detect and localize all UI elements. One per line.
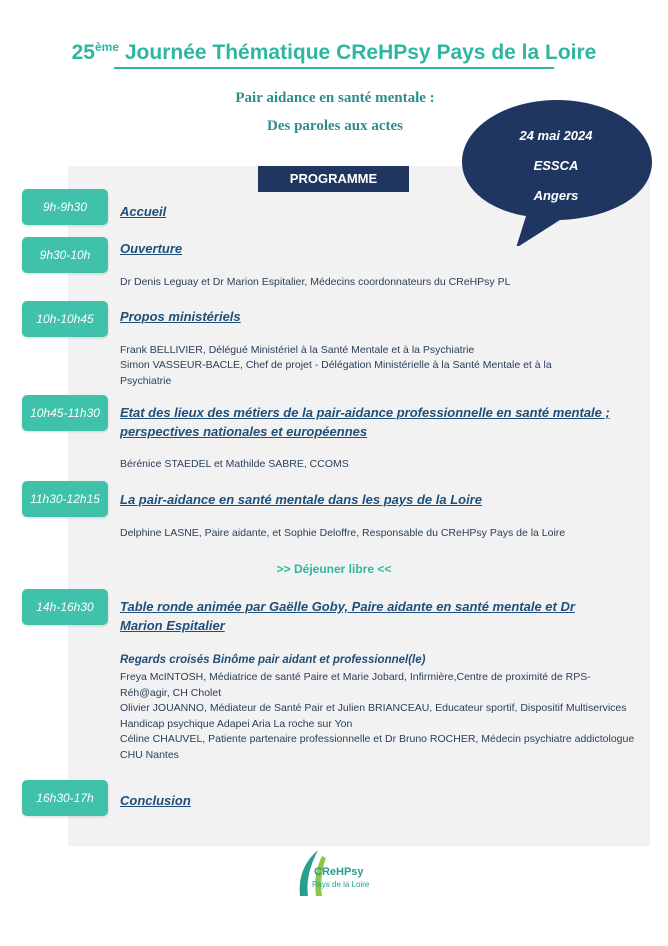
programme-banner: PROGRAMME bbox=[258, 166, 409, 192]
time-badge: 16h30-17h bbox=[22, 780, 108, 816]
speaker-line: Dr Denis Leguay et Dr Marion Espitalier, Médecins coordonnateurs du CReHPsy PL bbox=[120, 276, 511, 288]
event-date: 24 mai 2024 bbox=[519, 128, 593, 143]
event-city: Angers bbox=[533, 188, 579, 203]
time-badge: 10h-10h45 bbox=[22, 301, 108, 337]
time-badge: 14h-16h30 bbox=[22, 589, 108, 625]
speaker-line: Bérénice STAEDEL et Mathilde SABRE, CCOMS bbox=[120, 458, 349, 470]
time-badge: 11h30-12h15 bbox=[22, 481, 108, 517]
round-table-subheading: Regards croisés Binôme pair aidant et professionnel(le) bbox=[120, 654, 426, 666]
title-underline bbox=[114, 67, 554, 69]
subtitle-line-2: Des paroles aux actes bbox=[267, 118, 403, 134]
session-title: La pair-aidance en santé mentale dans les pays de la Loire bbox=[120, 492, 482, 507]
lunch-break: >> Déjeuner libre << bbox=[276, 562, 392, 576]
event-venue: ESSCA bbox=[533, 158, 579, 173]
session-title: Conclusion bbox=[120, 793, 191, 808]
speaker-line: Freya McINTOSH, Médiatrice de santé Paire et Marie Jobard, Infirmière,Centre de proximité de RPS-Réh@agir, CH Cholet bbox=[120, 671, 591, 699]
session-title: Propos ministériels bbox=[120, 309, 241, 324]
speaker-line: Frank BELLIVIER, Délégué Ministériel à la Santé Mentale et à la Psychiatrie bbox=[120, 344, 475, 356]
logo-name: CReHPsy bbox=[314, 866, 364, 878]
session-title: Ouverture bbox=[120, 241, 183, 256]
session-title: Accueil bbox=[120, 204, 167, 219]
speaker-line: Delphine LASNE, Paire aidante, et Sophie Deloffre, Responsable du CReHPsy Pays de la Loire bbox=[120, 527, 566, 539]
session-title: Table ronde animée par Gaëlle Goby, Paire aidante en santé mentale et Dr Marion Espitalier bbox=[120, 599, 575, 633]
edition-number: 25 bbox=[71, 41, 95, 64]
time-badge: 9h30-10h bbox=[22, 237, 108, 273]
edition-ordinal: ème bbox=[94, 40, 120, 54]
speaker-line: Céline CHAUVEL, Patiente partenaire professionnelle et Dr Bruno ROCHER, Médecin psychiatre addictologue CHU Nantes bbox=[120, 733, 635, 761]
time-badge: 10h45-11h30 bbox=[22, 395, 108, 431]
speaker-line: Simon VASSEUR-BACLE, Chef de projet - Délégation Ministérielle à la Santé Mentale et à la Psychiatrie bbox=[120, 359, 552, 387]
logo-region: Pays de la Loire bbox=[312, 880, 370, 889]
subtitle-line-1: Pair aidance en santé mentale : bbox=[235, 90, 435, 106]
page-title bbox=[0, 40, 668, 65]
time-badge: 9h-9h30 bbox=[22, 189, 108, 225]
session-title: Etat des lieux des métiers de la pair-aidance professionnelle en santé mentale ; perspectives nationales et européennes bbox=[120, 405, 610, 439]
speaker-line: Olivier JOUANNO, Médiateur de Santé Pair et Julien BRIANCEAU, Educateur sportif, Dispositif Multiservices Handicap psychique Adapei Aria La roche sur Yon bbox=[120, 702, 627, 730]
title-text: Journée Thématique CReHPsy Pays de la Loire bbox=[124, 41, 597, 64]
